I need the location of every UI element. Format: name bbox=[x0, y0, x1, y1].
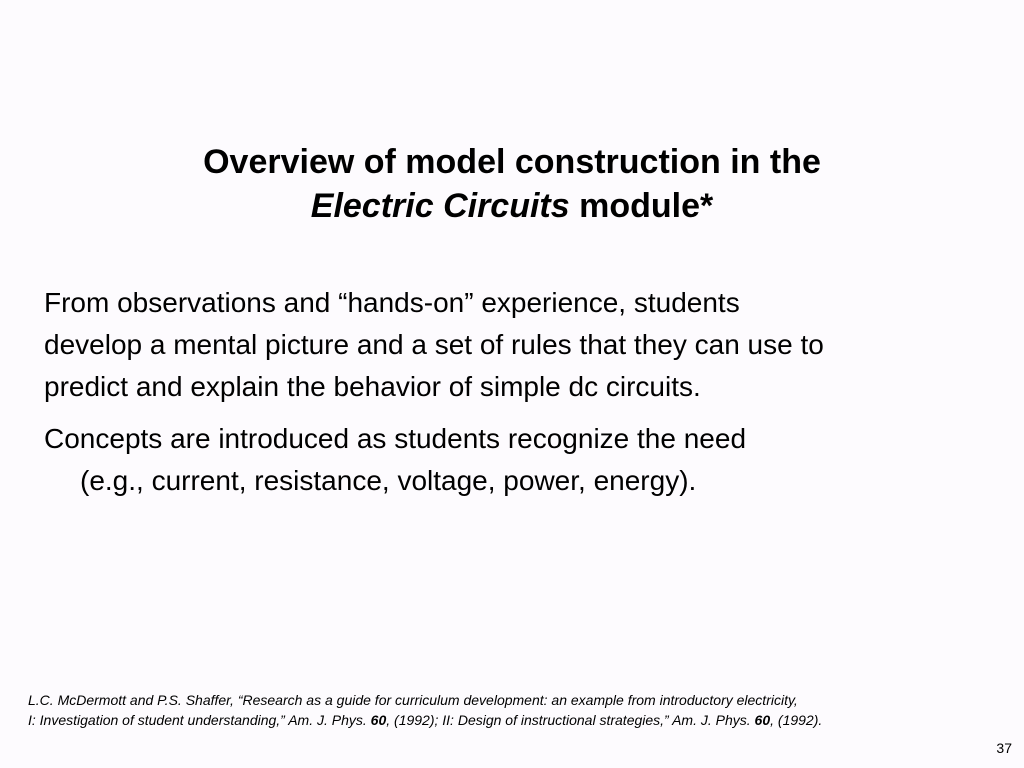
footnote-text: I: Investigation of student understanding,” Am. J. Phys. bbox=[28, 712, 371, 728]
footnote-line-2 bbox=[28, 710, 1008, 730]
title-italic-phrase: Electric Circuits bbox=[310, 187, 570, 225]
footnote-text: , (1992). bbox=[770, 712, 823, 728]
title-line-1: Overview of model construction in the bbox=[203, 143, 821, 181]
paragraph-concepts bbox=[44, 418, 1004, 502]
paragraph-observations bbox=[44, 282, 1004, 408]
page-number: 37 bbox=[996, 740, 1012, 756]
volume-number: 60 bbox=[370, 712, 387, 728]
footnote-line-1: L.C. McDermott and P.S. Shaffer, “Research as a guide for curriculum development: an example from introductory electricity, bbox=[28, 692, 798, 708]
paragraph-line: predict and explain the behavior of simple dc circuits. bbox=[44, 371, 701, 402]
title-line-2-rest: module* bbox=[569, 187, 714, 225]
volume-number: 60 bbox=[754, 712, 771, 728]
footnote-text: , (1992); II: Design of instructional strategies,” Am. J. Phys. bbox=[386, 712, 755, 728]
paragraph-line: From observations and “hands-on” experience, students bbox=[44, 287, 740, 318]
paragraph-line: Concepts are introduced as students recognize the need bbox=[44, 423, 747, 454]
title-line-2 bbox=[0, 184, 1024, 228]
slide-body bbox=[44, 282, 1004, 502]
reference-footnote bbox=[28, 690, 1008, 730]
paragraph-line: develop a mental picture and a set of rules that they can use to bbox=[44, 329, 824, 360]
slide-title bbox=[0, 140, 1024, 228]
paragraph-line: (e.g., current, resistance, voltage, power, energy). bbox=[80, 465, 697, 496]
